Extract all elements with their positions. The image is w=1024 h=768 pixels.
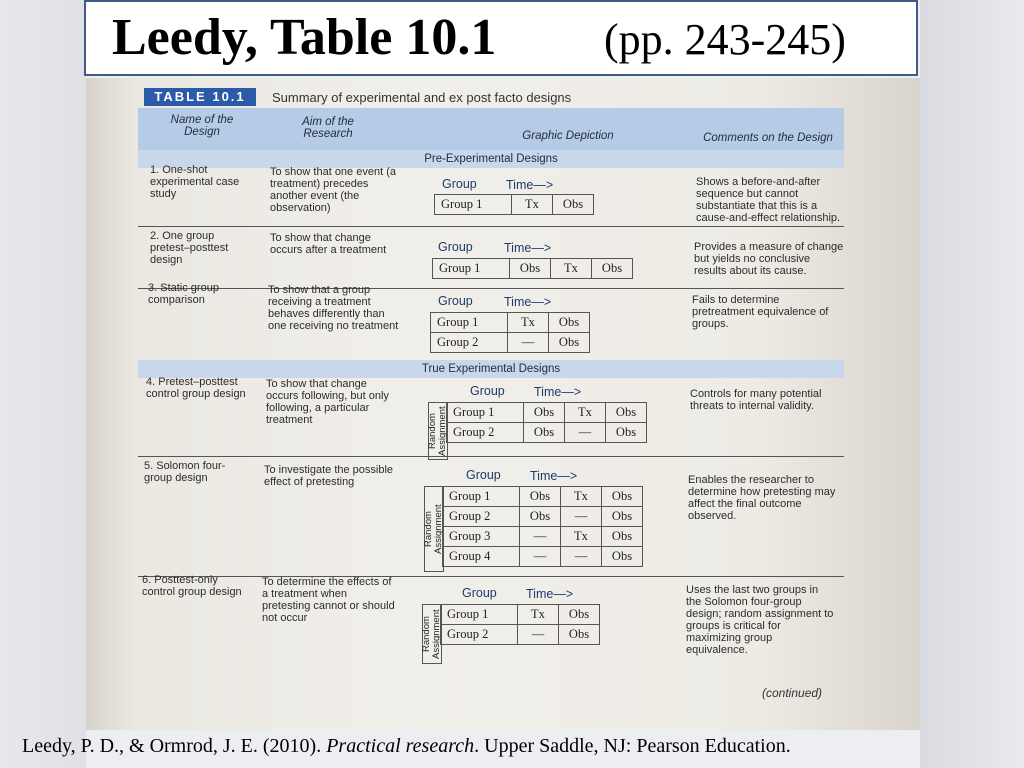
header-aim: Aim of the Research [302,116,354,140]
slide-page-range: (pp. 243-245) [604,15,846,64]
table-number-label: TABLE 10.1 [144,88,256,106]
row3-design-grid [430,312,590,353]
grid-group-cell: Group 1 [443,487,520,507]
grid-step-cell: Obs [606,423,647,443]
grid-group-cell: Group 1 [431,313,508,333]
row5-group-label: Group [466,468,501,482]
textbook-page-photo [86,78,920,730]
row6-time-label: Time—> [526,587,574,601]
grid-step-cell: Tx [561,487,602,507]
grid-group-cell: Group 2 [443,507,520,527]
grid-step-cell: Obs [592,259,633,279]
grid-step-cell: Obs [549,333,590,353]
row6-group-label: Group [462,586,497,600]
grid-step-cell: — [520,527,561,547]
row4-group-label: Group [470,384,505,398]
row3-time-label: Time—> [504,295,552,309]
table-header-band [138,108,844,150]
row3-group-label: Group [438,294,473,308]
grid-step-cell: Obs [602,547,643,567]
slide-title: Leedy, Table 10.1 [112,9,497,66]
row6-name: 6. Posttest-only control group design [142,574,242,598]
slide-title-box [84,0,918,76]
row1-comment: Shows a before-and-after sequence but cannot substantiate that this is a cause-and-effect relationship. [696,176,841,224]
citation-publisher: . Upper Saddle, NJ: Pearson Education. [474,735,791,757]
row3-name: 3. Static group comparison [148,282,219,306]
grid-step-cell: Obs [520,507,561,527]
grid-step-cell: Obs [606,403,647,423]
row5-design-grid [442,486,643,567]
header-name: Name of the Design [170,114,234,138]
row4-design-grid [446,402,647,443]
grid-step-cell: Obs [559,605,600,625]
row2-time-label: Time—> [504,241,552,255]
grid-row [443,487,643,507]
slide-citation [22,735,1012,758]
row6-aim: To determine the effects of a treatment when pretesting cannot or should not occur [262,576,395,624]
slide-right-margin [920,0,1024,768]
grid-step-cell: Obs [510,259,551,279]
grid-group-cell: Group 1 [447,403,524,423]
grid-step-cell: Tx [518,605,559,625]
row5-comment: Enables the researcher to determine how pretesting may affect the final outcome observed. [688,474,836,522]
grid-group-cell: Group 4 [443,547,520,567]
row5-name: 5. Solomon four-group design [144,460,226,484]
row1-name: 1. One-shot experimental case study [150,164,240,200]
grid-step-cell: — [508,333,549,353]
grid-step-cell: — [518,625,559,645]
row5-random-assignment-label: Random Assignment [424,486,444,572]
grid-step-cell: — [561,507,602,527]
row2-design-grid [432,258,633,279]
row1-design-grid [434,194,594,215]
row4-aim: To show that change occurs following, but only following, a particular treatment [266,378,389,426]
grid-group-cell: Group 2 [431,333,508,353]
grid-step-cell: Obs [524,403,565,423]
row2-aim: To show that change occurs after a treatment [270,232,387,256]
section-pre-experimental: Pre-Experimental Designs [138,150,844,168]
row-divider [138,226,844,227]
grid-step-cell: Obs [602,527,643,547]
grid-step-cell: Tx [512,195,553,215]
row-divider [138,576,844,577]
grid-row [443,527,643,547]
grid-step-cell: — [520,547,561,567]
grid-row [433,259,633,279]
grid-step-cell: Obs [553,195,594,215]
grid-row [441,625,600,645]
grid-step-cell: — [565,423,606,443]
row2-comment: Provides a measure of change but yields no conclusive results about its cause. [694,241,844,277]
grid-step-cell: Obs [602,487,643,507]
grid-step-cell: Tx [551,259,592,279]
slide-left-margin [0,0,86,768]
row3-comment: Fails to determine pretreatment equivalence of groups. [692,294,829,330]
header-graphic: Graphic Depiction [522,130,614,142]
row1-aim: To show that one event (a treatment) precedes another event (the observation) [270,166,396,214]
grid-row [441,605,600,625]
row5-aim: To investigate the possible effect of pretesting [264,464,394,488]
row6-comment: Uses the last two groups in the Solomon four-group design; random assignment to groups is critical for maximizing group equivalence. [686,584,834,656]
grid-row [435,195,594,215]
row1-group-label: Group [442,177,477,191]
grid-group-cell: Group 1 [433,259,510,279]
section-true-experimental: True Experimental Designs [138,360,844,378]
grid-group-cell: Group 2 [441,625,518,645]
row6-design-grid [440,604,600,645]
row1-time-label: Time—> [506,178,554,192]
grid-step-cell: Tx [561,527,602,547]
grid-step-cell: — [561,547,602,567]
row4-time-label: Time—> [534,385,582,399]
grid-row [447,423,647,443]
citation-book-title: Practical research [326,735,475,757]
grid-step-cell: Tx [508,313,549,333]
grid-group-cell: Group 3 [443,527,520,547]
grid-row [431,313,590,333]
grid-group-cell: Group 1 [441,605,518,625]
grid-row [447,403,647,423]
grid-step-cell: Obs [602,507,643,527]
row2-name: 2. One group pretest–posttest design [150,230,229,266]
grid-row [443,507,643,527]
row4-random-assignment-label: Random Assignment [428,402,448,460]
header-comments: Comments on the Design [703,132,833,144]
citation-authors: Leedy, P. D., & Ormrod, J. E. (2010). [22,735,327,757]
grid-step-cell: Obs [520,487,561,507]
grid-step-cell: Obs [559,625,600,645]
row3-aim: To show that a group receiving a treatment behaves differently than one receiving no treatment [268,284,399,332]
grid-group-cell: Group 1 [435,195,512,215]
table-caption: Summary of experimental and ex post facto designs [272,90,572,105]
grid-step-cell: Obs [549,313,590,333]
row2-group-label: Group [438,240,473,254]
grid-row [431,333,590,353]
row4-comment: Controls for many potential threats to internal validity. [690,388,822,412]
grid-group-cell: Group 2 [447,423,524,443]
row4-name: 4. Pretest–posttest control group design [146,376,246,400]
row5-time-label: Time—> [530,469,578,483]
grid-step-cell: Tx [565,403,606,423]
continued-note: (continued) [762,686,823,700]
grid-row [443,547,643,567]
row-divider [138,456,844,457]
grid-step-cell: Obs [524,423,565,443]
row6-random-assignment-label: Random Assignment [422,604,442,664]
